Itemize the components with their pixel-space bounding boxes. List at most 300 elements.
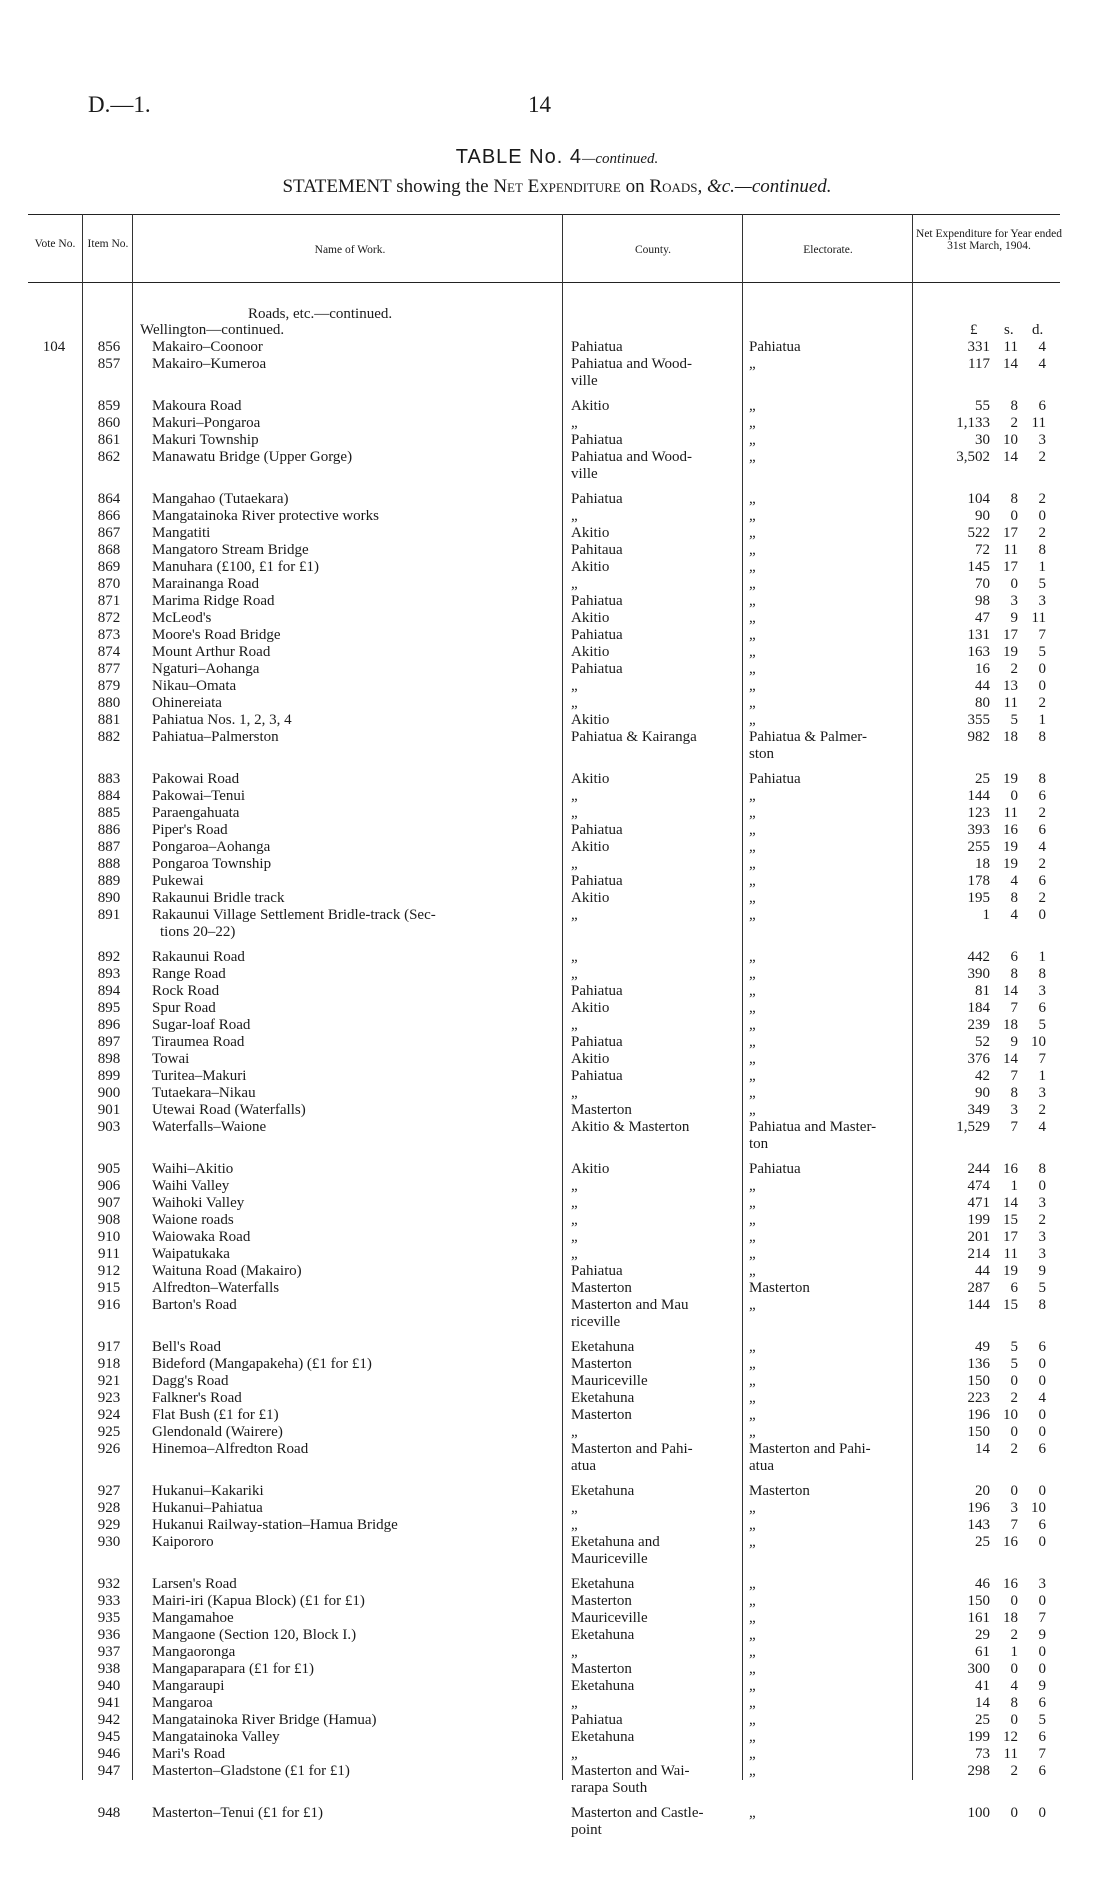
electorate-name: Pahiatua <box>749 771 801 787</box>
item-number: 942 <box>97 1712 121 1728</box>
electorate-name: „ <box>749 449 756 465</box>
work-name: Manuhara (£100, £1 for £1) <box>152 559 320 575</box>
item-number: 933 <box>97 1593 121 1609</box>
item-number: 888 <box>97 856 121 872</box>
county-name: Akitio <box>571 712 610 728</box>
county-name: Eketahuna <box>571 1627 635 1643</box>
amount-pounds: 393 <box>967 822 990 838</box>
county-name: Pahiatua <box>571 1034 623 1050</box>
work-name: Waipatukaka <box>152 1246 230 1262</box>
county-name: Eketahuna <box>571 1390 635 1406</box>
item-number: 923 <box>97 1390 121 1406</box>
amount-pence: 6 <box>1038 1763 1046 1779</box>
county-name-continued: ville <box>571 466 598 482</box>
electorate-name: „ <box>749 593 756 609</box>
county-name: Pahiatua <box>571 1263 623 1279</box>
amount-pounds: 100 <box>967 1805 990 1821</box>
county-name: Akitio <box>571 1051 610 1067</box>
amount-pence: 5 <box>1038 1712 1046 1728</box>
column-header-electorate: Electorate. <box>803 244 853 256</box>
work-name: Rakaunui Bridle track <box>152 890 285 906</box>
work-name: Waterfalls–Waione <box>152 1119 267 1135</box>
amount-pounds: 195 <box>967 890 990 906</box>
amount-shillings: 11 <box>1003 695 1018 711</box>
amount-shillings: 2 <box>1010 1627 1018 1643</box>
amount-pounds: 471 <box>967 1195 990 1211</box>
amount-shillings: 0 <box>1010 1593 1018 1609</box>
item-number: 883 <box>97 771 121 787</box>
amount-shillings: 7 <box>1010 1517 1018 1533</box>
amount-shillings: 0 <box>1010 1805 1018 1821</box>
electorate-name: „ <box>749 1763 756 1779</box>
item-number: 948 <box>97 1805 121 1821</box>
vote-number: 104 <box>42 339 66 355</box>
work-name: Mangaparapara (£1 for £1) <box>152 1661 315 1677</box>
county-name: Pahiatua <box>571 432 623 448</box>
item-number: 869 <box>97 559 121 575</box>
electorate-name: „ <box>749 627 756 643</box>
electorate-name: „ <box>749 1593 756 1609</box>
item-number: 884 <box>97 788 121 804</box>
electorate-name: Pahiatua & Palmer- <box>749 729 868 745</box>
amount-pence: 6 <box>1038 398 1046 414</box>
county-name: Pahiatua <box>571 339 623 355</box>
work-name: Hukanui–Kakariki <box>152 1483 264 1499</box>
amount-pounds: 239 <box>967 1017 990 1033</box>
document-code: D.—1. <box>88 92 151 117</box>
amount-pence: 2 <box>1038 890 1046 906</box>
amount-pounds: 70 <box>975 576 990 592</box>
county-name: Masterton <box>571 1593 632 1609</box>
county-name: „ <box>571 1017 578 1033</box>
electorate-name: „ <box>749 1627 756 1643</box>
county-name: Pahiatua <box>571 1068 623 1084</box>
amount-pounds: 41 <box>975 1678 990 1694</box>
item-number: 932 <box>97 1576 121 1592</box>
electorate-name: „ <box>749 1212 756 1228</box>
county-name: „ <box>571 1246 578 1262</box>
work-name: Hukanui Railway-station–Hamua Bridge <box>152 1517 398 1533</box>
item-number: 916 <box>97 1297 121 1313</box>
county-name: „ <box>571 1746 578 1762</box>
amount-shillings: 17 <box>1003 1229 1018 1245</box>
amount-shillings: 5 <box>1010 712 1018 728</box>
county-name-continued: ville <box>571 373 598 389</box>
amount-pence: 2 <box>1038 491 1046 507</box>
work-name: Masterton–Gladstone (£1 for £1) <box>152 1763 350 1779</box>
county-name: „ <box>571 1424 578 1440</box>
section-wellington-text: Wellington—continued. <box>140 322 285 338</box>
work-name: Hinemoa–Alfredton Road <box>152 1441 309 1457</box>
electorate-name: „ <box>749 805 756 821</box>
item-number: 947 <box>97 1763 121 1779</box>
amount-pence: 0 <box>1038 907 1046 923</box>
amount-shillings: 0 <box>1010 508 1018 524</box>
amount-pence: 9 <box>1038 1627 1046 1643</box>
item-number: 925 <box>97 1424 121 1440</box>
amount-pence: 0 <box>1038 678 1046 694</box>
amount-shillings: 3 <box>1010 1102 1018 1118</box>
electorate-name: „ <box>749 432 756 448</box>
amount-pounds: 982 <box>967 729 990 745</box>
amount-pounds: 214 <box>967 1246 990 1262</box>
amount-pence: 1 <box>1038 559 1046 575</box>
electorate-name: „ <box>749 1746 756 1762</box>
work-name: Mangaraupi <box>152 1678 225 1694</box>
county-name: „ <box>571 907 578 923</box>
amount-pence: 0 <box>1038 508 1046 524</box>
amount-pence: 1 <box>1038 1068 1046 1084</box>
table-title-suffix: —continued. <box>581 151 659 167</box>
work-name: Ohinereiata <box>152 695 222 711</box>
work-name: Mairi-iri (Kapua Block) (£1 for £1) <box>152 1593 365 1609</box>
electorate-name: „ <box>749 1729 756 1745</box>
amount-pence: 0 <box>1038 1424 1046 1440</box>
item-number: 877 <box>97 661 121 677</box>
county-name: „ <box>571 1695 578 1711</box>
item-number: 928 <box>97 1500 121 1516</box>
amount-pence: 6 <box>1038 1695 1046 1711</box>
work-name: Makuri Township <box>152 432 259 448</box>
work-name: Spur Road <box>152 1000 216 1016</box>
county-name: Pahiatua <box>571 491 623 507</box>
item-number: 917 <box>97 1339 121 1355</box>
column-header-county: County. <box>635 244 671 256</box>
amount-shillings: 2 <box>1010 661 1018 677</box>
county-name: Akitio <box>571 610 610 626</box>
amount-shillings: 19 <box>1003 644 1018 660</box>
amount-pence: 6 <box>1038 1441 1046 1457</box>
currency-pence-label: d. <box>1032 322 1044 338</box>
item-number: 895 <box>97 1000 121 1016</box>
amount-pence: 0 <box>1038 661 1046 677</box>
work-name: McLeod's <box>152 610 212 626</box>
amount-pence: 0 <box>1038 1593 1046 1609</box>
work-name: Towai <box>152 1051 190 1067</box>
amount-pounds: 1,529 <box>956 1119 990 1135</box>
amount-pounds: 72 <box>975 542 990 558</box>
amount-shillings: 8 <box>1010 491 1018 507</box>
amount-pounds: 144 <box>967 788 990 804</box>
work-name: Barton's Road <box>152 1297 237 1313</box>
amount-pounds: 14 <box>975 1441 990 1457</box>
amount-shillings: 0 <box>1010 576 1018 592</box>
amount-pence: 5 <box>1038 644 1046 660</box>
county-name: Akitio & Masterton <box>571 1119 690 1135</box>
statement-mid: on <box>620 176 650 197</box>
amount-pounds: 104 <box>967 491 990 507</box>
amount-shillings: 16 <box>1003 822 1018 838</box>
work-name: Makuri–Pongaroa <box>152 415 261 431</box>
column-divider-vote <box>82 214 83 1780</box>
electorate-name: „ <box>749 559 756 575</box>
county-name: Mauriceville <box>571 1373 648 1389</box>
electorate-name: „ <box>749 788 756 804</box>
amount-shillings: 10 <box>1003 432 1018 448</box>
work-name: Pongaroa–Aohanga <box>152 839 271 855</box>
electorate-name: „ <box>749 1246 756 1262</box>
amount-shillings: 15 <box>1003 1212 1018 1228</box>
amount-pounds: 25 <box>975 1712 990 1728</box>
county-name-continued: Mauriceville <box>571 1551 648 1567</box>
item-number: 901 <box>97 1102 121 1118</box>
amount-pounds: 145 <box>967 559 990 575</box>
county-name: „ <box>571 1500 578 1516</box>
county-name: Masterton <box>571 1280 632 1296</box>
electorate-name: „ <box>749 856 756 872</box>
electorate-name: „ <box>749 1068 756 1084</box>
item-number: 893 <box>97 966 121 982</box>
amount-pounds: 55 <box>975 398 990 414</box>
amount-pounds: 18 <box>975 856 990 872</box>
amount-pence: 0 <box>1038 1534 1046 1550</box>
amount-pence: 7 <box>1038 1610 1046 1626</box>
county-name: Masterton and Castle- <box>571 1805 704 1821</box>
amount-pence: 2 <box>1038 1102 1046 1118</box>
item-number: 867 <box>97 525 121 541</box>
county-name: „ <box>571 949 578 965</box>
amount-pence: 8 <box>1038 1297 1046 1313</box>
work-name: Rakaunui Village Settlement Bridle-track (Sec- <box>152 907 436 923</box>
work-name: Mangatoro Stream Bridge <box>152 542 309 558</box>
work-name: Utewai Road (Waterfalls) <box>152 1102 306 1118</box>
statement-prefix: STATEMENT showing the <box>282 176 494 197</box>
amount-shillings: 6 <box>1010 949 1018 965</box>
electorate-name-continued: atua <box>749 1458 774 1474</box>
electorate-name: Masterton <box>749 1483 810 1499</box>
amount-pounds: 42 <box>975 1068 990 1084</box>
electorate-name: „ <box>749 415 756 431</box>
amount-shillings: 8 <box>1010 966 1018 982</box>
county-name: „ <box>571 415 578 431</box>
county-name: Masterton <box>571 1661 632 1677</box>
amount-pence: 0 <box>1038 1373 1046 1389</box>
column-divider-electorate <box>912 214 913 1780</box>
amount-pence: 10 <box>1031 1500 1046 1516</box>
amount-pence: 6 <box>1038 788 1046 804</box>
amount-pence: 3 <box>1038 1195 1046 1211</box>
county-name: „ <box>571 966 578 982</box>
section-roads-text: Roads, etc.—continued. <box>248 306 393 322</box>
amount-shillings: 19 <box>1003 839 1018 855</box>
county-name: Masterton <box>571 1407 632 1423</box>
amount-pounds: 47 <box>975 610 990 626</box>
amount-shillings: 11 <box>1003 542 1018 558</box>
amount-pounds: 390 <box>967 966 990 982</box>
amount-shillings: 1 <box>1010 1178 1018 1194</box>
item-number: 911 <box>98 1246 120 1262</box>
amount-shillings: 1 <box>1010 1644 1018 1660</box>
item-number: 907 <box>97 1195 121 1211</box>
electorate-name: „ <box>749 1576 756 1592</box>
amount-pounds: 161 <box>967 1610 990 1626</box>
work-name: Moore's Road Bridge <box>152 627 281 643</box>
item-number: 856 <box>97 339 121 355</box>
amount-shillings: 8 <box>1010 1085 1018 1101</box>
amount-pounds: 44 <box>975 1263 990 1279</box>
electorate-name: „ <box>749 1517 756 1533</box>
amount-pence: 2 <box>1038 805 1046 821</box>
county-name: Eketahuna and <box>571 1534 660 1550</box>
column-divider-name <box>562 214 563 1780</box>
column-header-vote: Vote No. <box>34 238 76 250</box>
county-name: „ <box>571 788 578 804</box>
electorate-name: „ <box>749 678 756 694</box>
amount-shillings: 17 <box>1003 627 1018 643</box>
amount-pounds: 150 <box>967 1593 990 1609</box>
amount-pounds: 163 <box>967 644 990 660</box>
electorate-name: „ <box>749 907 756 923</box>
county-name: Masterton and Mau <box>571 1297 689 1313</box>
item-number: 941 <box>97 1695 121 1711</box>
item-number: 891 <box>97 907 121 923</box>
amount-pounds: 52 <box>975 1034 990 1050</box>
amount-pounds: 3,502 <box>956 449 990 465</box>
electorate-name: „ <box>749 576 756 592</box>
electorate-name: „ <box>749 1356 756 1372</box>
table-title <box>0 146 1114 169</box>
electorate-name: Pahiatua and Master- <box>749 1119 877 1135</box>
work-name: Mangaone (Section 120, Block I.) <box>152 1627 357 1643</box>
item-number: 871 <box>97 593 121 609</box>
amount-pounds: 184 <box>967 1000 990 1016</box>
amount-shillings: 13 <box>1003 678 1018 694</box>
electorate-name: „ <box>749 839 756 855</box>
item-number: 890 <box>97 890 121 906</box>
work-name: Waione roads <box>152 1212 234 1228</box>
electorate-name: „ <box>749 1373 756 1389</box>
work-name: Mangaoronga <box>152 1644 236 1660</box>
amount-shillings: 0 <box>1010 1373 1018 1389</box>
county-name: Pahiatua <box>571 593 623 609</box>
amount-pence: 5 <box>1038 1017 1046 1033</box>
item-number: 918 <box>97 1356 121 1372</box>
work-name: Makairo–Coonoor <box>152 339 263 355</box>
work-name: Rakaunui Road <box>152 949 245 965</box>
item-number: 870 <box>97 576 121 592</box>
county-name-continued: point <box>571 1822 602 1838</box>
work-name: Mangatainoka River Bridge (Hamua) <box>152 1712 377 1728</box>
amount-pence: 0 <box>1038 1407 1046 1423</box>
amount-shillings: 11 <box>1003 1246 1018 1262</box>
item-number: 859 <box>97 398 121 414</box>
item-number: 860 <box>97 415 121 431</box>
item-number: 924 <box>97 1407 121 1423</box>
electorate-name: „ <box>749 1102 756 1118</box>
electorate-name: „ <box>749 1085 756 1101</box>
county-name: Akitio <box>571 771 610 787</box>
work-name: Paraengahuata <box>152 805 240 821</box>
item-number: 899 <box>97 1068 121 1084</box>
work-name: Mangaroa <box>152 1695 213 1711</box>
work-name: Kaipororo <box>152 1534 214 1550</box>
electorate-name: „ <box>749 1534 756 1550</box>
county-name: Akitio <box>571 398 610 414</box>
electorate-name: Pahiatua <box>749 339 801 355</box>
electorate-name: „ <box>749 1297 756 1313</box>
amount-pounds: 199 <box>967 1729 990 1745</box>
amount-shillings: 7 <box>1010 1000 1018 1016</box>
work-name: Mangatiti <box>152 525 211 541</box>
county-name-continued: riceville <box>571 1314 621 1330</box>
county-name: Akitio <box>571 890 610 906</box>
item-number: 940 <box>97 1678 121 1694</box>
item-number: 885 <box>97 805 121 821</box>
amount-pence: 5 <box>1038 576 1046 592</box>
amount-pence: 2 <box>1038 449 1046 465</box>
amount-pounds: 20 <box>975 1483 990 1499</box>
work-name: Bideford (Mangapakeha) (£1 for £1) <box>152 1356 372 1372</box>
county-name: Masterton <box>571 1102 632 1118</box>
item-number: 900 <box>97 1085 121 1101</box>
amount-pounds: 29 <box>975 1627 990 1643</box>
electorate-name: „ <box>749 983 756 999</box>
amount-pounds: 300 <box>967 1661 990 1677</box>
amount-shillings: 0 <box>1010 1483 1018 1499</box>
county-name: Pahiatua <box>571 661 623 677</box>
amount-pounds: 131 <box>967 627 990 643</box>
amount-shillings: 3 <box>1010 1500 1018 1516</box>
amount-pence: 3 <box>1038 1229 1046 1245</box>
work-name: Dagg's Road <box>152 1373 229 1389</box>
work-name: Pukewai <box>152 873 204 889</box>
item-number: 874 <box>97 644 121 660</box>
amount-pounds: 298 <box>967 1763 990 1779</box>
work-name: Mangatainoka River protective works <box>152 508 380 524</box>
amount-pounds: 90 <box>975 508 990 524</box>
page-number: 14 <box>528 92 551 117</box>
electorate-name: „ <box>749 1805 756 1821</box>
county-name: Eketahuna <box>571 1729 635 1745</box>
work-name: Tiraumea Road <box>152 1034 245 1050</box>
amount-pence: 4 <box>1038 1119 1046 1135</box>
amount-pounds: 1,133 <box>956 415 990 431</box>
amount-shillings: 4 <box>1010 1678 1018 1694</box>
amount-shillings: 15 <box>1003 1297 1018 1313</box>
electorate-name: „ <box>749 1000 756 1016</box>
item-number: 937 <box>97 1644 121 1660</box>
work-name: Pahiatua–Palmerston <box>152 729 279 745</box>
amount-pence: 8 <box>1038 966 1046 982</box>
amount-pence: 3 <box>1038 983 1046 999</box>
work-name: Glendonald (Wairere) <box>152 1424 283 1440</box>
statement-heading <box>0 176 1114 198</box>
county-name: Eketahuna <box>571 1678 635 1694</box>
county-name: „ <box>571 1212 578 1228</box>
item-number: 946 <box>97 1746 121 1762</box>
work-name: Pakowai Road <box>152 771 240 787</box>
work-name: Mangahao (Tutaekara) <box>152 491 289 507</box>
amount-pounds: 14 <box>975 1695 990 1711</box>
column-header-item: Item No. <box>87 238 129 250</box>
table-head-rule <box>28 282 1060 283</box>
item-number: 872 <box>97 610 121 626</box>
work-name: Marima Ridge Road <box>152 593 275 609</box>
amount-pence: 4 <box>1038 1390 1046 1406</box>
amount-pence: 3 <box>1038 1246 1046 1262</box>
item-number: 887 <box>97 839 121 855</box>
amount-shillings: 14 <box>1003 356 1018 372</box>
amount-shillings: 16 <box>1003 1161 1018 1177</box>
amount-pence: 4 <box>1038 339 1046 355</box>
amount-shillings: 0 <box>1010 788 1018 804</box>
county-name: Pahiatua <box>571 822 623 838</box>
amount-pence: 4 <box>1038 356 1046 372</box>
electorate-name: „ <box>749 1678 756 1694</box>
electorate-name: „ <box>749 508 756 524</box>
county-name: Akitio <box>571 1161 610 1177</box>
electorate-name: Masterton <box>749 1280 810 1296</box>
